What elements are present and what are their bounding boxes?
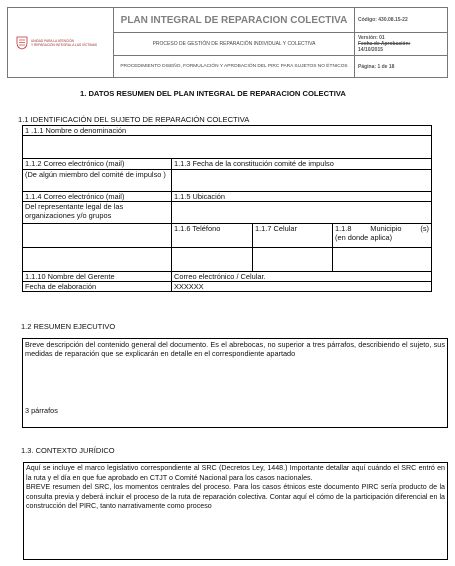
date-value: XXXXXX — [171, 281, 432, 292]
municipality-plural: (s) — [420, 224, 429, 233]
constitution-label: 1.1.3 Fecha de la constitución comité de impulso — [171, 158, 432, 170]
executive-summary-text: Breve descripción del contenido general del documento. Es el abrebocas, no superior a tres párrafos, describiendo el sujeto, sus medidas de reparación que se explicarán en detalle en el correspondiente apartado — [25, 340, 445, 359]
legal-text-2: BREVE resumen del SRC, los momentos centrales del proceso. Para los casos étnicos este documento PIRC sería producto de la consulta previa y deberá incluir el proceso de la ruta de reparación colectiva. Contar aquí el cómo de la participación diferencial en la construcción del PIRC, tanto narrativamente como proceso — [26, 483, 445, 510]
location-label: 1.1.5 Ubicación — [171, 191, 432, 202]
legal-text-1: Aquí se incluye el marco legislativo correspondiente al SRC (Decretos Ley, 1448.) Importante detallar aquí cuándo el SRC entró en la ruta y el día en que fue aprobado en CTJT o Comité Nacional para los casos nacionales. — [26, 464, 445, 482]
process-title: PROCESO DE GESTIÓN DE REPARACIÓN INDIVIDUAL Y COLECTIVA — [114, 33, 355, 56]
municipality-value[interactable] — [332, 247, 432, 272]
municipality-word: Municipio — [370, 224, 402, 233]
phone-value[interactable] — [171, 247, 253, 272]
paragraph-note: 3 párrafos — [25, 406, 58, 415]
name-value[interactable] — [22, 135, 432, 159]
document-code: Código: 430.08.15-22 — [355, 8, 448, 33]
identification-table — [22, 125, 432, 295]
municipality-note: (en donde aplica) — [335, 232, 393, 242]
municipality-label — [332, 223, 432, 248]
phone-label: 1.1.6 Teléfono — [171, 223, 253, 248]
email-label: 1.1.2 Correo electrónico (mail) — [22, 158, 172, 170]
shield-icon — [16, 36, 28, 50]
logo-line-2: Y REPARACIÓN INTEGRAL A LAS VÍCTIMAS — [31, 42, 98, 47]
manager-label: 1.1.10 Nombre del Gerente — [22, 271, 172, 282]
email-2-label: 1.1.4 Correo electrónico (mail) — [22, 191, 172, 202]
email-2-value[interactable] — [22, 223, 172, 248]
section-heading: 1. DATOS RESUMEN DEL PLAN INTEGRAL DE REPARACION COLECTIVA — [80, 89, 346, 98]
constitution-value[interactable] — [171, 169, 432, 192]
legal-context-heading: 1.3. CONTEXTO JURÍDICO — [21, 446, 115, 455]
document-header — [7, 7, 448, 78]
rep-label: Del representante legal de las organizaciones y/o grupos — [22, 201, 172, 224]
email-note: (De algún miembro del comité de impulso ) — [22, 169, 172, 192]
mobile-label: 1.1.7 Celular — [252, 223, 333, 248]
name-label: 1 .1.1 Nombre o denominación — [22, 125, 432, 136]
institution-logo — [16, 36, 113, 50]
approval-date: 14/10/2015 — [358, 47, 384, 53]
page-counter: Página: 1 de 18 — [355, 56, 448, 78]
logo-cell — [8, 8, 114, 78]
rep-value[interactable] — [22, 247, 172, 272]
identification-heading: 1.1 IDENTIFICACIÓN DEL SUJETO DE REPARACIÓN COLECTIVA — [18, 115, 250, 124]
version-info — [355, 33, 448, 56]
legal-context-box[interactable] — [23, 462, 448, 560]
approval-label: Fecha de Aprobación: — [358, 41, 411, 47]
executive-summary-heading: 1.2 RESUMEN EJECUTIVO — [21, 322, 116, 331]
location-value[interactable] — [171, 201, 432, 224]
municipality-number: 1.1.8 — [335, 224, 352, 233]
executive-summary-box[interactable] — [22, 338, 448, 428]
plan-title: PLAN INTEGRAL DE REPARACION COLECTIVA — [114, 8, 355, 33]
version: Versión: 01 — [358, 35, 385, 41]
mobile-value[interactable] — [252, 247, 333, 272]
procedure-title: PROCEDIMIENTO DISEÑO, FORMULACIÓN Y APROBACIÓN DEL PIRC PARA SUJETOS NO ÉTNICOS — [114, 56, 355, 78]
logo-line-1: UNIDAD PARA LA ATENCIÓN — [31, 38, 74, 43]
date-label: Fecha de elaboración — [22, 281, 172, 292]
manager-contact: Correo electrónico / Celular. — [171, 271, 432, 282]
